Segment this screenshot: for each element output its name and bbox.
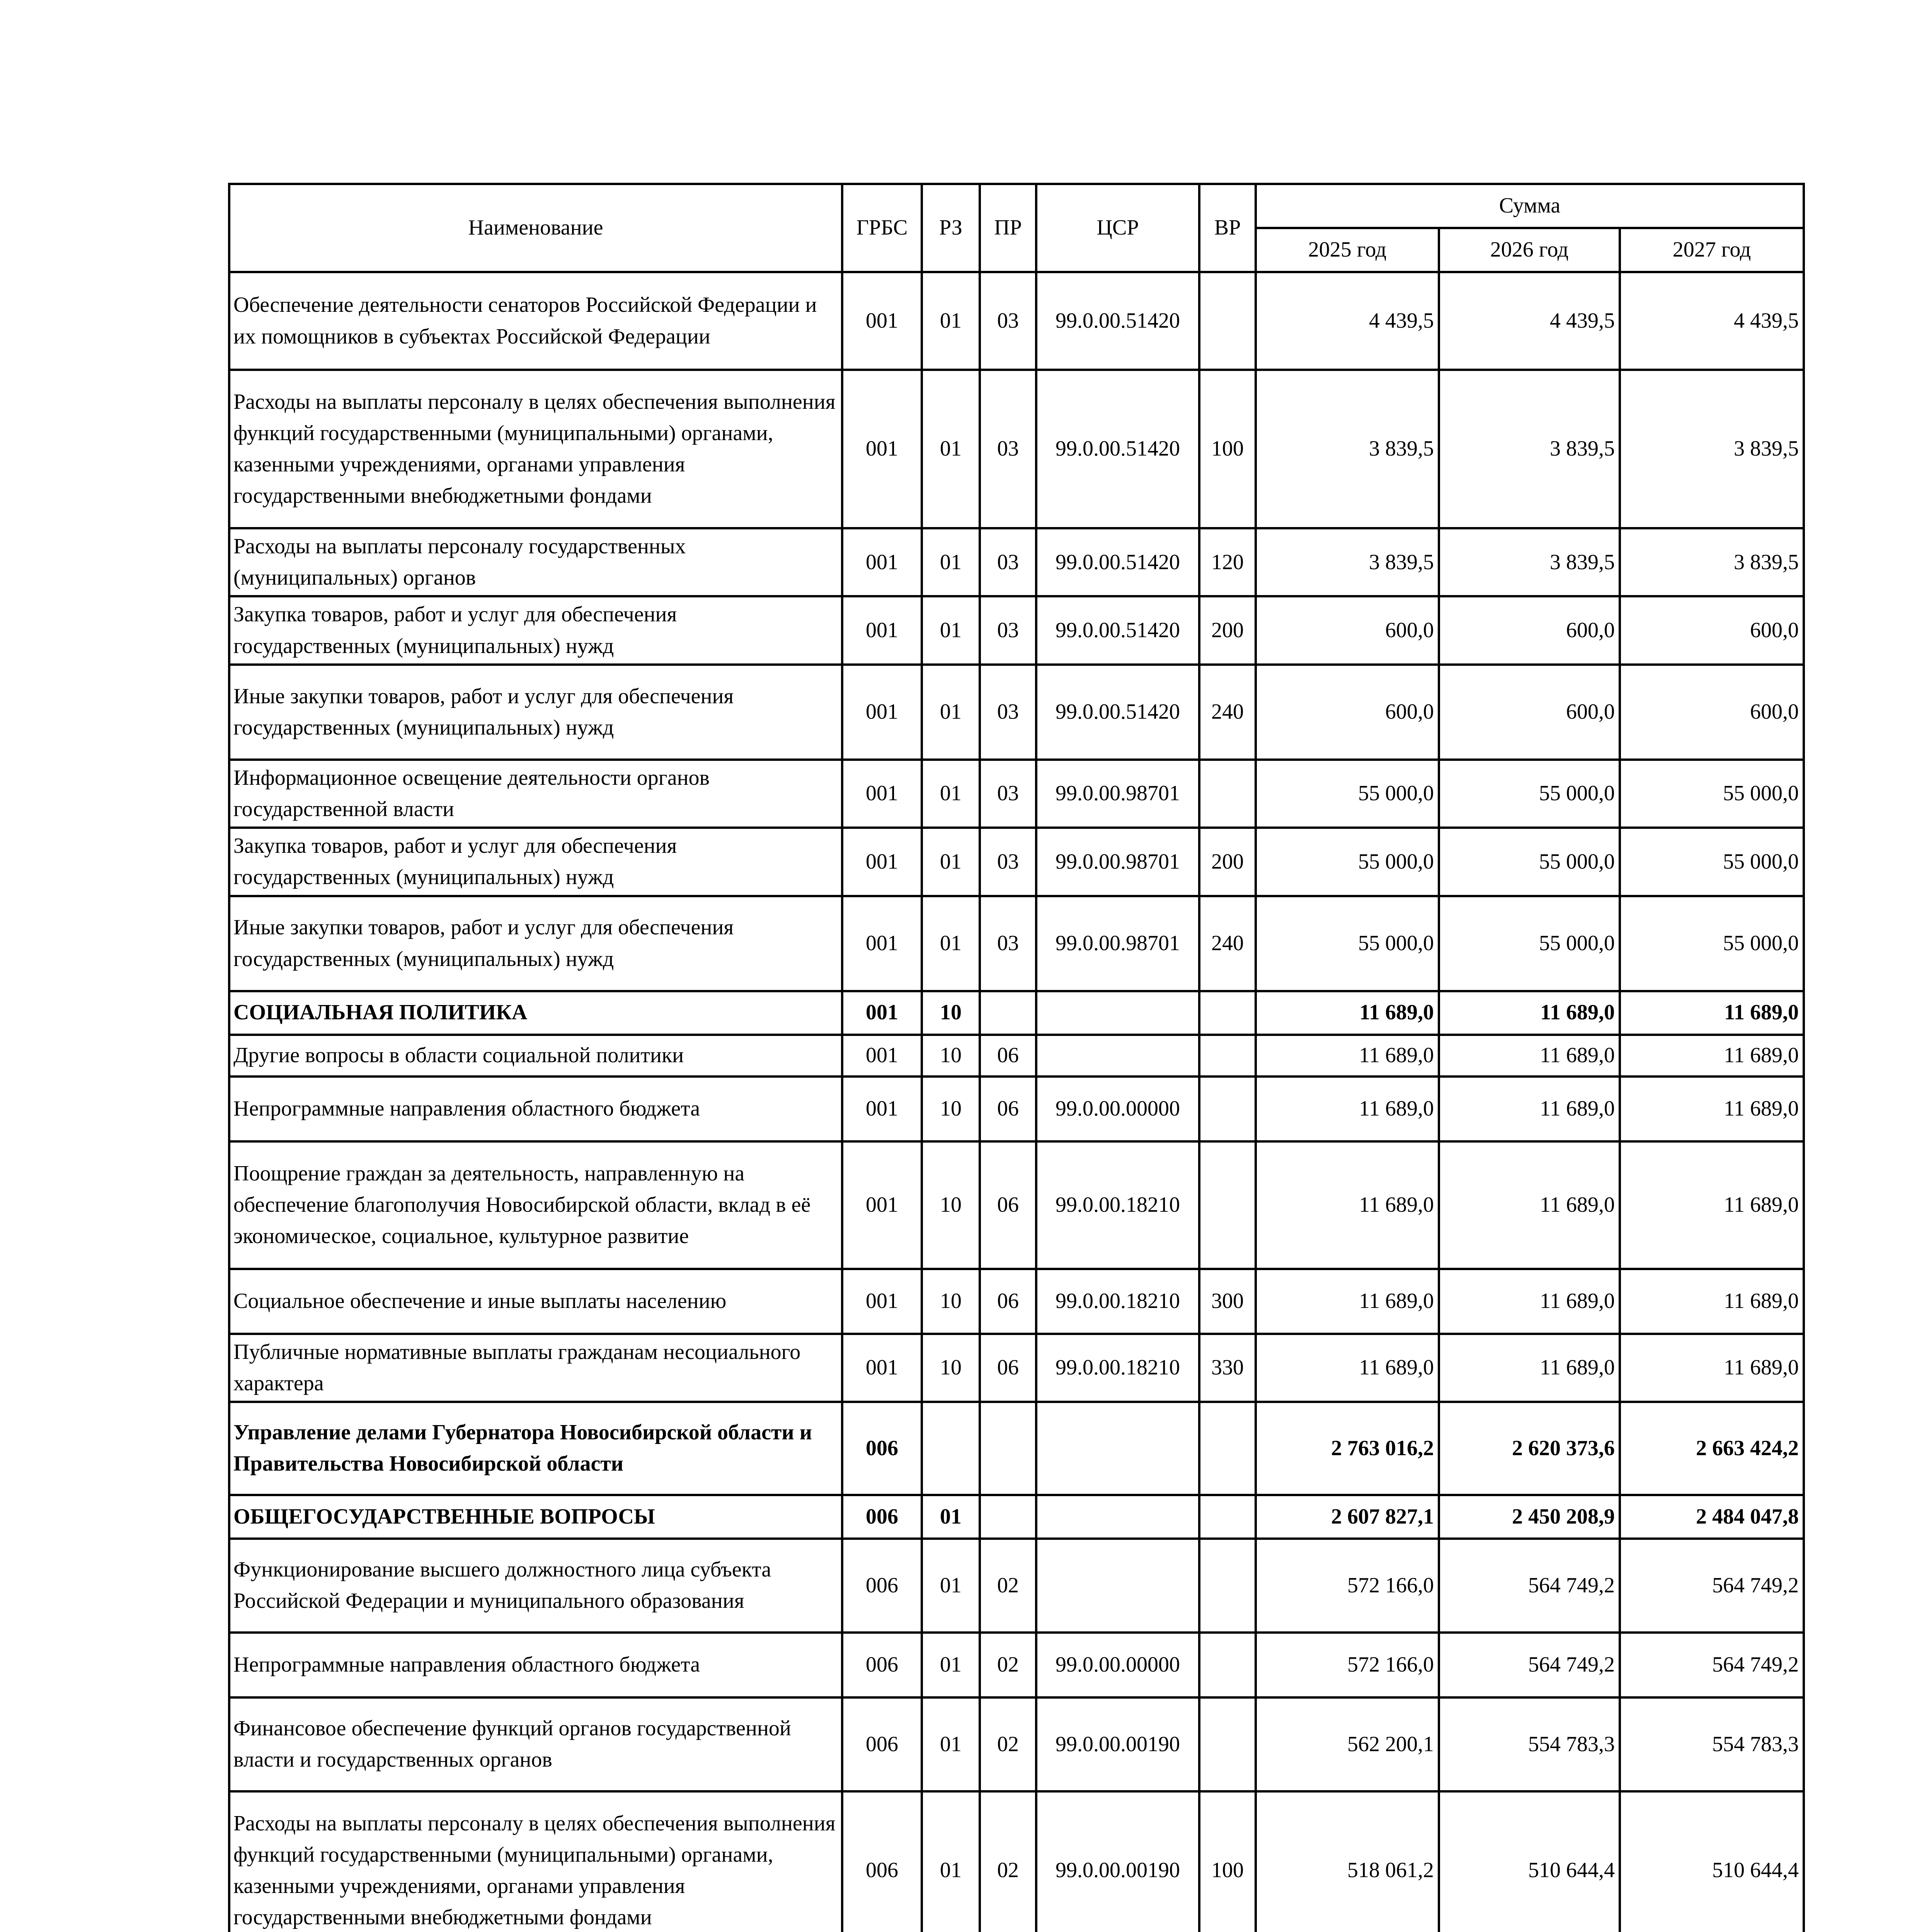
cell-amount-2027: 600,0 <box>1620 665 1804 760</box>
table-row <box>229 1035 1804 1077</box>
cell-amount-2026: 55 000,0 <box>1439 760 1620 828</box>
cell-rz <box>922 1402 980 1495</box>
cell-pr <box>980 1495 1036 1539</box>
cell-amount-2026: 554 783,3 <box>1439 1697 1620 1791</box>
table-row <box>229 665 1804 760</box>
table-row <box>229 1141 1804 1269</box>
cell-amount-2025: 3 839,5 <box>1256 528 1439 596</box>
cell-amount-2027: 2 484 047,8 <box>1620 1495 1804 1539</box>
cell-amount-2026: 510 644,4 <box>1439 1791 1620 1932</box>
cell-csr: 99.0.00.00190 <box>1036 1791 1199 1932</box>
cell-name: Иные закупки товаров, работ и услуг для обеспечения государственных (муниципальных) нужд <box>229 896 842 991</box>
table-row <box>229 528 1804 596</box>
header-year-2025: 2025 год <box>1256 228 1439 272</box>
cell-amount-2027: 564 749,2 <box>1620 1633 1804 1697</box>
budget-table <box>228 183 1805 1932</box>
cell-amount-2025: 600,0 <box>1256 596 1439 664</box>
cell-grbs: 006 <box>842 1402 922 1495</box>
cell-amount-2026: 564 749,2 <box>1439 1539 1620 1633</box>
cell-csr: 99.0.00.00190 <box>1036 1697 1199 1791</box>
cell-vr <box>1199 272 1256 370</box>
cell-vr <box>1199 1539 1256 1633</box>
cell-grbs: 006 <box>842 1495 922 1539</box>
cell-csr <box>1036 991 1199 1035</box>
cell-grbs: 001 <box>842 760 922 828</box>
cell-csr <box>1036 1539 1199 1633</box>
cell-name: Закупка товаров, работ и услуг для обеспечения государственных (муниципальных) нужд <box>229 596 842 664</box>
cell-name: Социальное обеспечение и иные выплаты населению <box>229 1269 842 1334</box>
cell-name: Финансовое обеспечение функций органов государственной власти и государственных органов <box>229 1697 842 1791</box>
cell-amount-2026: 55 000,0 <box>1439 828 1620 896</box>
cell-amount-2025: 11 689,0 <box>1256 991 1439 1035</box>
cell-vr <box>1199 1402 1256 1495</box>
cell-grbs: 001 <box>842 596 922 664</box>
cell-csr: 99.0.00.98701 <box>1036 760 1199 828</box>
header-pr: ПР <box>980 184 1036 272</box>
cell-amount-2027: 11 689,0 <box>1620 1141 1804 1269</box>
cell-name: СОЦИАЛЬНАЯ ПОЛИТИКА <box>229 991 842 1035</box>
cell-amount-2027: 11 689,0 <box>1620 1334 1804 1402</box>
cell-amount-2027: 11 689,0 <box>1620 991 1804 1035</box>
cell-amount-2025: 518 061,2 <box>1256 1791 1439 1932</box>
table-row <box>229 596 1804 664</box>
cell-pr: 03 <box>980 665 1036 760</box>
cell-amount-2027: 2 663 424,2 <box>1620 1402 1804 1495</box>
cell-amount-2025: 11 689,0 <box>1256 1035 1439 1077</box>
cell-csr: 99.0.00.00000 <box>1036 1633 1199 1697</box>
cell-name: Расходы на выплаты персоналу в целях обеспечения выполнения функций государственными (муниципальными) органами, казенными учреждениями, органами управления государственными внебюджетными фондами <box>229 1791 842 1932</box>
cell-csr: 99.0.00.98701 <box>1036 828 1199 896</box>
table-row <box>229 1697 1804 1791</box>
cell-rz: 01 <box>922 896 980 991</box>
cell-rz: 10 <box>922 1077 980 1141</box>
cell-amount-2025: 2 607 827,1 <box>1256 1495 1439 1539</box>
cell-pr: 06 <box>980 1269 1036 1334</box>
cell-grbs: 001 <box>842 370 922 528</box>
cell-vr: 100 <box>1199 1791 1256 1932</box>
cell-vr <box>1199 1495 1256 1539</box>
cell-amount-2027: 11 689,0 <box>1620 1269 1804 1334</box>
cell-grbs: 001 <box>842 1269 922 1334</box>
table-row <box>229 272 1804 370</box>
cell-name: Публичные нормативные выплаты гражданам несоциального характера <box>229 1334 842 1402</box>
cell-name: Закупка товаров, работ и услуг для обеспечения государственных (муниципальных) нужд <box>229 828 842 896</box>
cell-grbs: 006 <box>842 1697 922 1791</box>
cell-csr: 99.0.00.00000 <box>1036 1077 1199 1141</box>
header-grbs: ГРБС <box>842 184 922 272</box>
cell-amount-2025: 2 763 016,2 <box>1256 1402 1439 1495</box>
cell-rz: 01 <box>922 1495 980 1539</box>
cell-csr: 99.0.00.18210 <box>1036 1141 1199 1269</box>
cell-amount-2026: 55 000,0 <box>1439 896 1620 991</box>
cell-amount-2026: 3 839,5 <box>1439 370 1620 528</box>
cell-name: Другие вопросы в области социальной политики <box>229 1035 842 1077</box>
cell-amount-2026: 11 689,0 <box>1439 1141 1620 1269</box>
cell-rz: 01 <box>922 272 980 370</box>
cell-amount-2026: 2 450 208,9 <box>1439 1495 1620 1539</box>
table-row <box>229 1633 1804 1697</box>
table-row <box>229 370 1804 528</box>
cell-grbs: 001 <box>842 1334 922 1402</box>
cell-amount-2025: 572 166,0 <box>1256 1539 1439 1633</box>
cell-amount-2025: 600,0 <box>1256 665 1439 760</box>
cell-amount-2026: 11 689,0 <box>1439 1035 1620 1077</box>
cell-amount-2025: 3 839,5 <box>1256 370 1439 528</box>
cell-rz: 10 <box>922 1141 980 1269</box>
cell-pr: 06 <box>980 1035 1036 1077</box>
cell-csr <box>1036 1402 1199 1495</box>
cell-amount-2025: 11 689,0 <box>1256 1269 1439 1334</box>
cell-amount-2025: 11 689,0 <box>1256 1334 1439 1402</box>
cell-vr: 200 <box>1199 828 1256 896</box>
cell-amount-2026: 11 689,0 <box>1439 1077 1620 1141</box>
cell-pr: 03 <box>980 760 1036 828</box>
cell-rz: 01 <box>922 760 980 828</box>
cell-vr: 120 <box>1199 528 1256 596</box>
cell-name: Обеспечение деятельности сенаторов Российской Федерации и их помощников в субъектах Российской Федерации <box>229 272 842 370</box>
table-row <box>229 1495 1804 1539</box>
cell-name: Непрограммные направления областного бюджета <box>229 1077 842 1141</box>
cell-name: Информационное освещение деятельности органов государственной власти <box>229 760 842 828</box>
cell-amount-2027: 55 000,0 <box>1620 896 1804 991</box>
cell-csr: 99.0.00.51420 <box>1036 272 1199 370</box>
cell-name: Управление делами Губернатора Новосибирской области и Правительства Новосибирской области <box>229 1402 842 1495</box>
cell-amount-2026: 11 689,0 <box>1439 991 1620 1035</box>
cell-grbs: 001 <box>842 528 922 596</box>
cell-pr: 02 <box>980 1791 1036 1932</box>
header-sum: Сумма <box>1256 184 1804 228</box>
cell-pr: 06 <box>980 1077 1036 1141</box>
cell-rz: 01 <box>922 370 980 528</box>
cell-amount-2026: 3 839,5 <box>1439 528 1620 596</box>
table-body <box>229 272 1804 1932</box>
cell-rz: 01 <box>922 596 980 664</box>
cell-rz: 10 <box>922 1269 980 1334</box>
cell-amount-2027: 564 749,2 <box>1620 1539 1804 1633</box>
header-year-2026: 2026 год <box>1439 228 1620 272</box>
cell-grbs: 001 <box>842 1035 922 1077</box>
cell-vr <box>1199 1697 1256 1791</box>
cell-pr: 06 <box>980 1141 1036 1269</box>
cell-vr: 240 <box>1199 896 1256 991</box>
cell-csr: 99.0.00.51420 <box>1036 665 1199 760</box>
cell-grbs: 001 <box>842 1077 922 1141</box>
cell-rz: 01 <box>922 665 980 760</box>
cell-rz: 10 <box>922 1334 980 1402</box>
cell-vr <box>1199 1633 1256 1697</box>
cell-amount-2027: 3 839,5 <box>1620 370 1804 528</box>
table-header <box>229 184 1804 272</box>
cell-rz: 01 <box>922 1633 980 1697</box>
cell-amount-2026: 11 689,0 <box>1439 1334 1620 1402</box>
cell-csr <box>1036 1035 1199 1077</box>
cell-rz: 01 <box>922 528 980 596</box>
table-row <box>229 1077 1804 1141</box>
cell-amount-2027: 3 839,5 <box>1620 528 1804 596</box>
table-row <box>229 991 1804 1035</box>
cell-amount-2026: 600,0 <box>1439 596 1620 664</box>
cell-name: Поощрение граждан за деятельность, направленную на обеспечение благополучия Новосибирской области, вклад в её экономическое, социальное, культурное развитие <box>229 1141 842 1269</box>
table-row <box>229 1334 1804 1402</box>
cell-grbs: 001 <box>842 896 922 991</box>
cell-grbs: 001 <box>842 272 922 370</box>
table-row <box>229 828 1804 896</box>
cell-name: ОБЩЕГОСУДАРСТВЕННЫЕ ВОПРОСЫ <box>229 1495 842 1539</box>
cell-rz: 01 <box>922 1539 980 1633</box>
table-row <box>229 1539 1804 1633</box>
table-row <box>229 760 1804 828</box>
header-vr: ВР <box>1199 184 1256 272</box>
cell-rz: 01 <box>922 1697 980 1791</box>
cell-csr: 99.0.00.18210 <box>1036 1269 1199 1334</box>
table-row <box>229 1269 1804 1334</box>
cell-pr: 03 <box>980 896 1036 991</box>
cell-amount-2025: 11 689,0 <box>1256 1077 1439 1141</box>
cell-pr: 03 <box>980 272 1036 370</box>
cell-amount-2025: 4 439,5 <box>1256 272 1439 370</box>
cell-pr <box>980 991 1036 1035</box>
cell-grbs: 001 <box>842 828 922 896</box>
cell-amount-2025: 55 000,0 <box>1256 760 1439 828</box>
table-row <box>229 1791 1804 1932</box>
cell-csr: 99.0.00.51420 <box>1036 370 1199 528</box>
cell-grbs: 006 <box>842 1539 922 1633</box>
cell-csr <box>1036 1495 1199 1539</box>
header-name: Наименование <box>229 184 842 272</box>
cell-csr: 99.0.00.51420 <box>1036 596 1199 664</box>
cell-vr: 330 <box>1199 1334 1256 1402</box>
table-row <box>229 1402 1804 1495</box>
cell-rz: 10 <box>922 1035 980 1077</box>
cell-pr: 02 <box>980 1697 1036 1791</box>
cell-vr: 200 <box>1199 596 1256 664</box>
cell-name: Расходы на выплаты персоналу государственных (муниципальных) органов <box>229 528 842 596</box>
cell-vr <box>1199 991 1256 1035</box>
cell-rz: 10 <box>922 991 980 1035</box>
cell-amount-2027: 600,0 <box>1620 596 1804 664</box>
cell-pr: 03 <box>980 370 1036 528</box>
cell-pr: 02 <box>980 1539 1036 1633</box>
cell-vr: 300 <box>1199 1269 1256 1334</box>
cell-amount-2027: 11 689,0 <box>1620 1035 1804 1077</box>
header-csr: ЦСР <box>1036 184 1199 272</box>
cell-pr: 06 <box>980 1334 1036 1402</box>
cell-grbs: 001 <box>842 665 922 760</box>
cell-grbs: 006 <box>842 1633 922 1697</box>
cell-vr: 240 <box>1199 665 1256 760</box>
cell-grbs: 001 <box>842 1141 922 1269</box>
cell-pr: 03 <box>980 828 1036 896</box>
cell-csr: 99.0.00.98701 <box>1036 896 1199 991</box>
header-rz: РЗ <box>922 184 980 272</box>
cell-amount-2027: 55 000,0 <box>1620 760 1804 828</box>
cell-amount-2025: 55 000,0 <box>1256 828 1439 896</box>
cell-pr: 02 <box>980 1633 1036 1697</box>
cell-amount-2026: 4 439,5 <box>1439 272 1620 370</box>
cell-rz: 01 <box>922 1791 980 1932</box>
cell-name: Непрограммные направления областного бюджета <box>229 1633 842 1697</box>
cell-amount-2025: 55 000,0 <box>1256 896 1439 991</box>
cell-amount-2025: 562 200,1 <box>1256 1697 1439 1791</box>
cell-amount-2025: 11 689,0 <box>1256 1141 1439 1269</box>
cell-pr <box>980 1402 1036 1495</box>
cell-amount-2027: 554 783,3 <box>1620 1697 1804 1791</box>
cell-amount-2027: 55 000,0 <box>1620 828 1804 896</box>
cell-vr <box>1199 760 1256 828</box>
table-row <box>229 896 1804 991</box>
cell-amount-2026: 600,0 <box>1439 665 1620 760</box>
cell-pr: 03 <box>980 596 1036 664</box>
cell-grbs: 001 <box>842 991 922 1035</box>
cell-amount-2027: 510 644,4 <box>1620 1791 1804 1932</box>
cell-amount-2027: 4 439,5 <box>1620 272 1804 370</box>
cell-rz: 01 <box>922 828 980 896</box>
header-year-2027: 2027 год <box>1620 228 1804 272</box>
cell-pr: 03 <box>980 528 1036 596</box>
cell-vr <box>1199 1141 1256 1269</box>
cell-csr: 99.0.00.51420 <box>1036 528 1199 596</box>
cell-grbs: 006 <box>842 1791 922 1932</box>
cell-csr: 99.0.00.18210 <box>1036 1334 1199 1402</box>
cell-vr <box>1199 1077 1256 1141</box>
cell-name: Расходы на выплаты персоналу в целях обеспечения выполнения функций государственными (муниципальными) органами, казенными учреждениями, органами управления государственными внебюджетными фондами <box>229 370 842 528</box>
cell-vr <box>1199 1035 1256 1077</box>
cell-name: Функционирование высшего должностного лица субъекта Российской Федерации и муниципального образования <box>229 1539 842 1633</box>
cell-amount-2026: 2 620 373,6 <box>1439 1402 1620 1495</box>
cell-amount-2025: 572 166,0 <box>1256 1633 1439 1697</box>
cell-amount-2027: 11 689,0 <box>1620 1077 1804 1141</box>
cell-vr: 100 <box>1199 370 1256 528</box>
cell-name: Иные закупки товаров, работ и услуг для обеспечения государственных (муниципальных) нужд <box>229 665 842 760</box>
cell-amount-2026: 11 689,0 <box>1439 1269 1620 1334</box>
cell-amount-2026: 564 749,2 <box>1439 1633 1620 1697</box>
